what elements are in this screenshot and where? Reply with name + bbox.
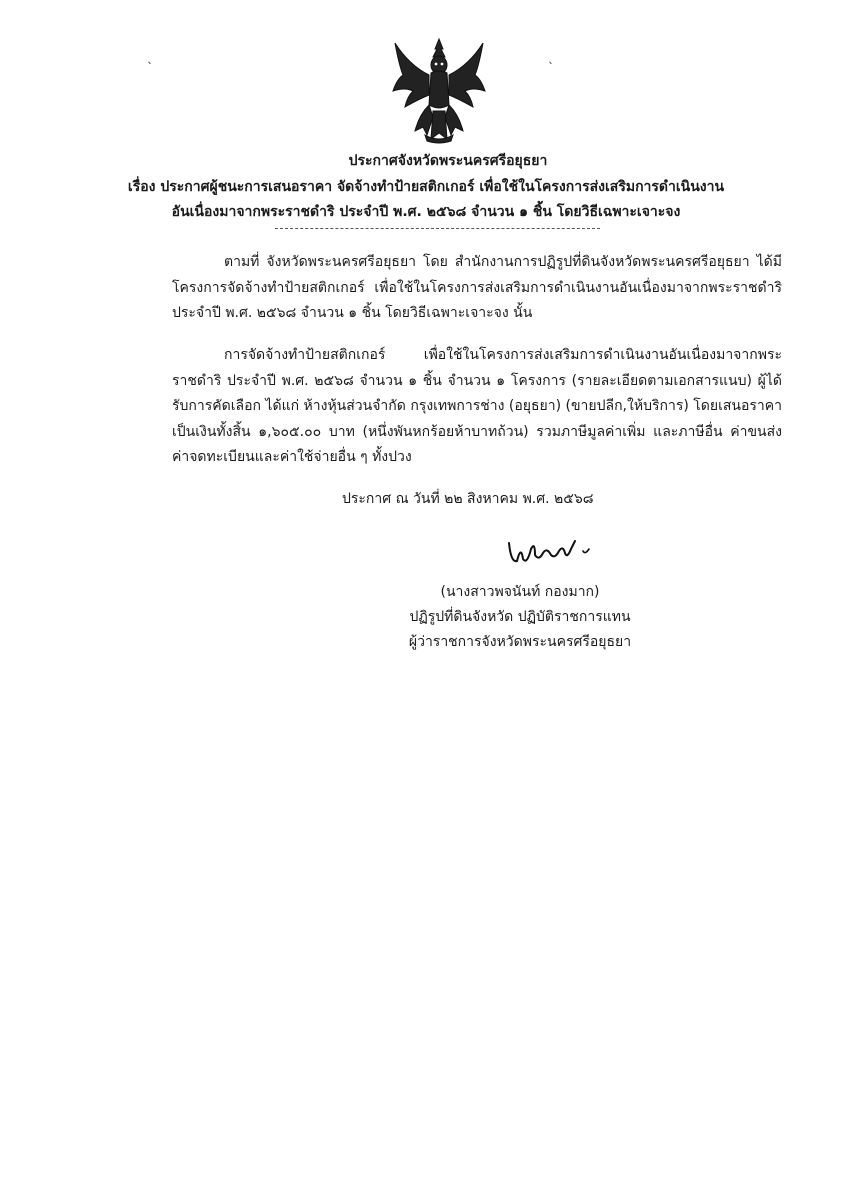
signature-block — [400, 580, 640, 655]
scan-mark: ˎ — [147, 50, 153, 64]
signer-name: (นางสาวพจนันท์ กองมาก) — [440, 584, 600, 600]
handwritten-signature-icon — [505, 535, 595, 571]
signer-position-2: ผู้ว่าราชการจังหวัดพระนครศรีอยุธยา — [408, 634, 632, 650]
paragraph-2-text: การจัดจ้างทำป้ายสติกเกอร์ เพื่อใช้ในโครงการส่งเสริมการดำเนินงานอันเนื่องมาจากพระราชดำริ ประจำปี พ.ศ. ๒๕๖๘ จำนวน ๑ ชิ้น จำนวน ๑ โครงการ (รายละเอียดตามเอกสารแนบ) ผู้ได้รับการคัดเลือก ได้แก่ ห้างหุ้นส่วนจำกัด กรุงเทพการช่าง (อยุธยา) (ขายปลีก,ให้บริการ) โดยเสนอราคาเป็นเงินทั้งสิ้น ๑,๖๐๕.๐๐ บาท (หนึ่งพันหกร้อยห้าบาทถ้วน) รวมภาษีมูลค่าเพิ่ม และภาษีอื่น ค่าขนส่ง ค่าจดทะเบียนและค่าใช้จ่ายอื่น ๆ ทั้งปวง — [172, 347, 782, 465]
scan-mark: ˎ — [548, 50, 554, 64]
paragraph-2 — [172, 343, 782, 471]
subject-line-2: อันเนื่องมาจากพระราชดำริ ประจำปี พ.ศ. ๒๕๖๘ จำนวน ๑ ชิ้น โดยวิธีเฉพาะเจาะจง — [171, 204, 681, 220]
separator-line — [275, 228, 600, 229]
signer-position-1: ปฏิรูปที่ดินจังหวัด ปฏิบัติราชการแทน — [409, 609, 631, 625]
document-title: ประกาศจังหวัดพระนครศรีอยุธยา — [348, 153, 548, 169]
paragraph-1 — [172, 250, 782, 327]
subject-line-1: เรื่อง ประกาศผู้ชนะการเสนอราคา จัดจ้างทำป้ายสติกเกอร์ เพื่อใช้ในโครงการส่งเสริมการดำเนินงาน — [127, 179, 725, 195]
announcement-date: ประกาศ ณ วันที่ ๒๒ สิงหาคม พ.ศ. ๒๕๖๘ — [342, 491, 594, 507]
garuda-emblem-icon — [389, 35, 489, 145]
paragraph-1-text: ตามที่ จังหวัดพระนครศรีอยุธยา โดย สำนักงานการปฏิรูปที่ดินจังหวัดพระนครศรีอยุธยา ได้มีโครงการจัดจ้างทำป้ายสติกเกอร์ เพื่อใช้ในโครงการส่งเสริมการดำเนินงานอันเนื่องมาจากพระราชดำริ ประจำปี พ.ศ. ๒๕๖๘ จำนวน ๑ ชิ้น โดยวิธีเฉพาะเจาะจง นั้น — [172, 254, 782, 321]
